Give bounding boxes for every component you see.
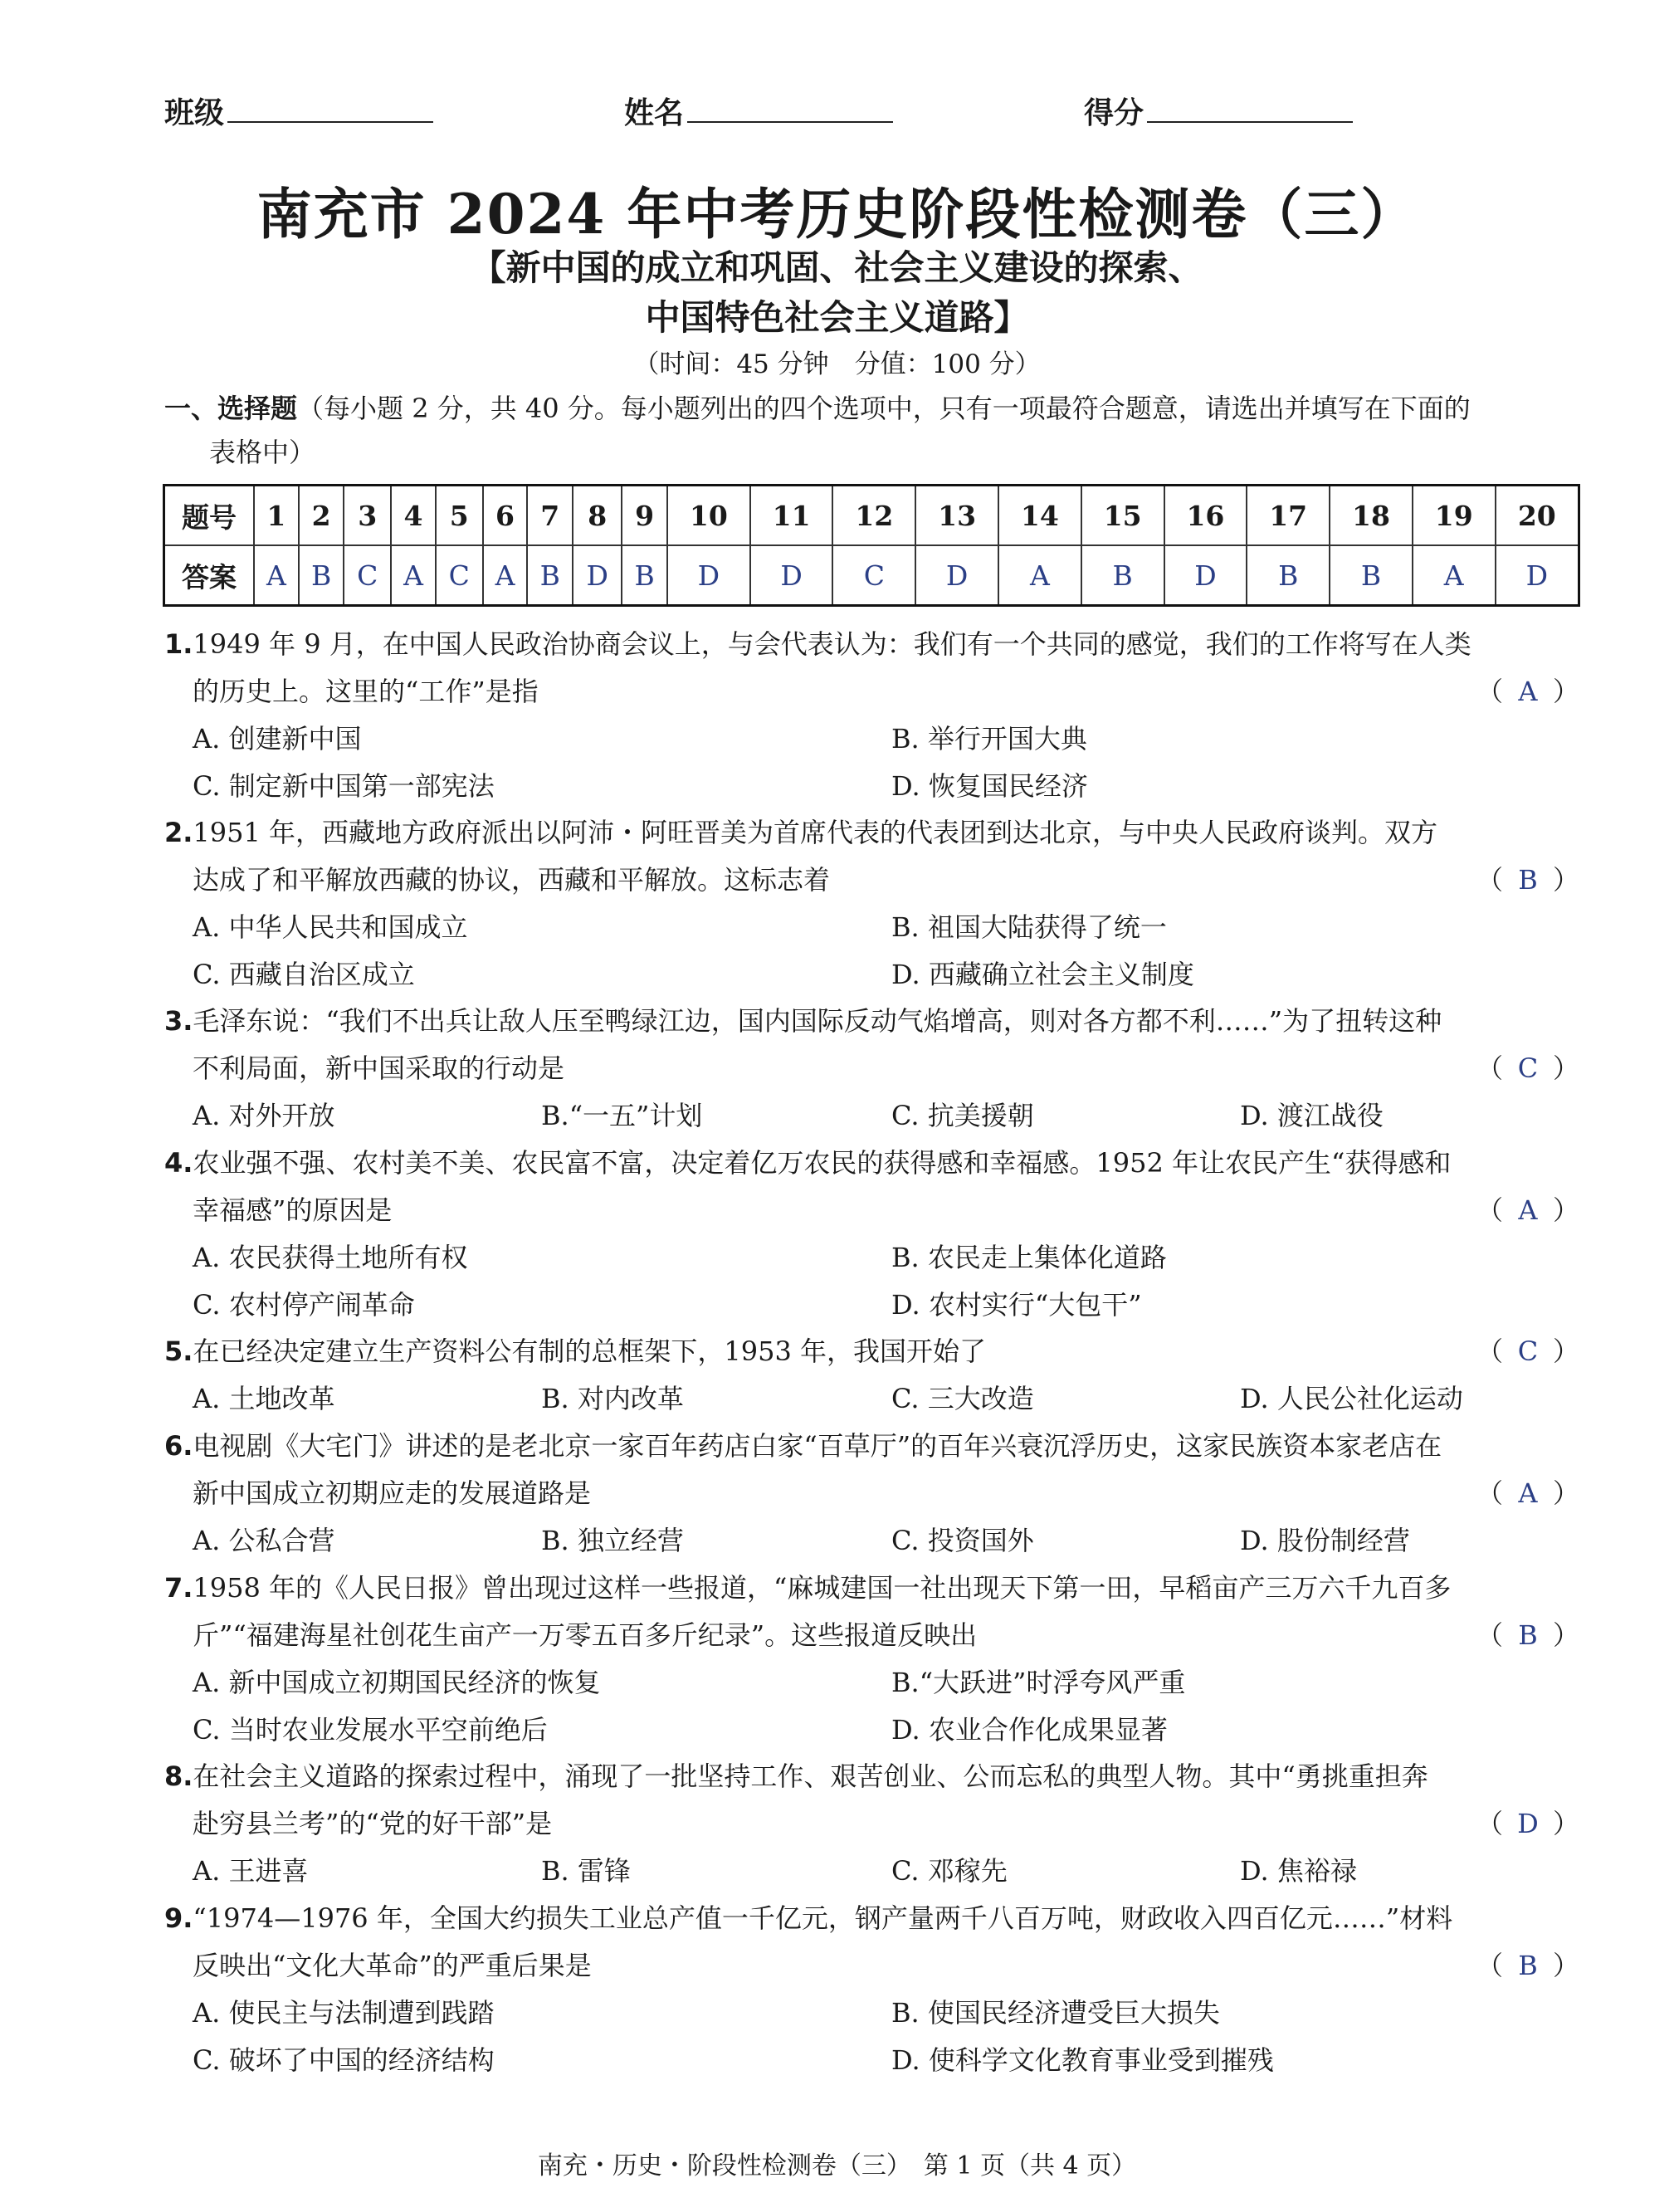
option-b[interactable]: B. 使国民经济遭受巨大损失 [891,1997,1220,2029]
question-stem-line2 [164,1942,1579,1990]
question-number-cell: 8 [573,486,622,546]
question-stem-text: 农业强不强、农村美不美、农民富不富，决定着亿万农民的获得感和幸福感。1952 年让农民产生“获得感和 [193,1147,1452,1179]
option-b[interactable]: B. 雷锋 [541,1855,631,1887]
option-c[interactable]: C. 制定新中国第一部宪法 [193,770,495,802]
option-b[interactable]: B.“大跃进”时浮夸风严重 [891,1667,1186,1698]
question-number-cell: 20 [1496,486,1579,546]
question-stem-line2 [164,668,1579,715]
answer-cell[interactable]: C [832,545,915,606]
question-number-cell: 3 [344,486,391,546]
question-number: 6. [164,1430,193,1462]
answer-cell[interactable]: B [622,545,667,606]
name-field [624,90,893,132]
question-number-cell: 11 [750,486,833,546]
option-b[interactable]: B. 祖国大陆获得了统一 [891,911,1167,943]
question-number-cell: 12 [832,486,915,546]
question-number: 4. [164,1147,193,1179]
option-d[interactable]: D. 渡江战役 [1240,1100,1384,1131]
question-number-cell: 2 [299,486,344,546]
question-stem-text: 不利局面，新中国采取的行动是 [193,1052,565,1084]
option-c[interactable]: C. 抗美援朝 [891,1100,1034,1131]
question-stem-line2 [164,1800,1579,1848]
question-options [193,715,1587,810]
option-b[interactable]: B. 农民走上集体化道路 [891,1242,1167,1273]
answer-cell[interactable]: A [1413,545,1496,606]
option-c[interactable]: C. 邓稼先 [891,1855,1008,1887]
question-7 [164,1565,1579,1659]
question-3 [164,998,1579,1092]
answer-cell[interactable]: D [573,545,622,606]
option-d[interactable]: D. 焦裕禄 [1240,1855,1357,1887]
option-c[interactable]: C. 破坏了中国的经济结构 [193,2044,495,2076]
filled-answer: C [1517,1052,1539,1084]
option-c[interactable]: C. 三大改造 [891,1383,1034,1414]
question-6 [164,1423,1579,1517]
score-field [1084,90,1353,132]
answer-table-answer-row [164,545,1579,606]
question-number-cell: 13 [915,486,998,546]
question-stem-line1 [164,1895,1579,1942]
class-field [164,90,433,132]
question-9 [164,1895,1579,1990]
question-number: 1. [164,628,193,660]
filled-answer: B [1518,1619,1538,1651]
answer-cell[interactable]: A [391,545,436,606]
answer-cell[interactable]: B [1081,545,1164,606]
answer-cell[interactable]: A [254,545,299,606]
answer-bracket[interactable]: （ D ） [1476,1800,1579,1848]
question-number-cell: 19 [1413,486,1496,546]
filled-answer: C [1517,1336,1539,1367]
option-a[interactable]: A. 创建新中国 [193,723,362,754]
question-stem-text: 新中国成立初期应走的发展道路是 [193,1477,592,1509]
answer-bracket[interactable]: （ C ） [1476,1045,1579,1092]
option-a[interactable]: A. 使民主与法制遭到践踏 [193,1997,495,2029]
question-stem-line2 [164,1187,1579,1234]
option-d[interactable]: D. 人民公社化运动 [1240,1383,1463,1414]
question-stem-line2 [164,1470,1579,1517]
name-label: 姓名 [624,96,685,130]
question-number: 3. [164,1005,193,1037]
option-c[interactable]: C. 当时农业发展水平空前绝后 [193,1714,548,1746]
filled-answer: D [1517,1808,1539,1839]
answer-cell[interactable]: C [436,545,483,606]
question-stem-text: 达成了和平解放西藏的协议，西藏和平解放。这标志着 [193,864,831,896]
page-footer: 南充・历史・阶段性检测卷（三） 第 1 页（共 4 页） [537,2151,1137,2180]
question-stem-text: 反映出“文化大革命”的严重后果是 [193,1950,592,1981]
name-blank[interactable] [687,93,893,123]
question-stem-line1 [164,1423,1579,1470]
question-stem-text: 毛泽东说：“我们不出兵让敌人压至鸭绿江边，国内国际反动气焰增高，则对各方都不利……”为了扭转这种 [193,1005,1442,1037]
question-stem-text: 斤”“福建海星社创花生亩产一万零五百多斤纪录”。这些报道反映出 [193,1619,978,1651]
question-number: 8. [164,1760,193,1792]
answer-bracket[interactable]: （ A ） [1476,1470,1579,1517]
option-a[interactable]: A. 王进喜 [193,1855,309,1887]
page-title: 南充市 2024 年中考历史阶段性检测卷（三） [256,182,1418,247]
score-label: 得分 [1084,96,1144,130]
option-b[interactable]: B. 举行开国大典 [891,723,1087,754]
option-d[interactable]: D. 农村实行“大包干” [891,1289,1142,1321]
answer-cell[interactable]: A [998,545,1081,606]
question-8 [164,1753,1579,1848]
question-4 [164,1140,1579,1234]
option-c[interactable]: C. 农村停产闹革命 [193,1289,415,1321]
answer-bracket[interactable]: （ B ） [1476,857,1579,904]
section1-instruction-line2: 表格中） [209,437,316,468]
question-number: 7. [164,1572,193,1604]
question-number-cell: 15 [1081,486,1164,546]
question-stem-line1 [164,621,1579,668]
filled-answer: A [1518,1194,1538,1226]
option-d[interactable]: D. 股份制经营 [1240,1525,1410,1556]
question-number-cell: 4 [391,486,436,546]
answer-cell[interactable]: B [1247,545,1330,606]
section1-instruction-text: （每小题 2 分，共 40 分。每小题列出的四个选项中，只有一项最符合题意，请选出并填写在下面的 [297,393,1471,424]
answer-table-number-row [164,486,1579,546]
option-b[interactable]: B. 对内改革 [541,1383,684,1414]
question-number-cell: 18 [1330,486,1413,546]
question-options [193,1990,1587,2084]
option-a[interactable]: A. 中华人民共和国成立 [193,911,468,943]
class-blank[interactable] [227,93,433,123]
question-stem-line2 [164,1612,1579,1659]
answer-cell[interactable]: B [299,545,344,606]
filled-answer: B [1518,1950,1538,1981]
question-number-cell: 17 [1247,486,1330,546]
option-d[interactable]: D. 农业合作化成果显著 [891,1714,1168,1746]
question-number-cell: 9 [622,486,667,546]
row-label-answer: 答案 [164,545,255,606]
question-number-cell: 7 [527,486,573,546]
answer-bracket[interactable]: （ A ） [1476,1187,1579,1234]
question-stem-text: 的历史上。这里的“工作”是指 [193,676,539,707]
question-number: 5. [164,1336,193,1367]
question-2 [164,809,1579,904]
question-stem-line1 [164,998,1579,1045]
question-stem-line1 [164,1328,1579,1375]
question-number: 9. [164,1902,193,1934]
question-stem-line2 [164,1045,1579,1092]
question-number-cell: 1 [254,486,299,546]
question-options [193,1234,1587,1329]
answer-cell[interactable]: D [1164,545,1247,606]
question-number-cell: 10 [667,486,750,546]
question-stem-text: 1949 年 9 月，在中国人民政治协商会议上，与会代表认为：我们有一个共同的感觉，我们的工作将写在人类 [193,628,1471,660]
filled-answer: A [1518,676,1538,707]
row-label-number: 题号 [164,486,255,546]
question-options [193,1092,1587,1140]
answer-bracket[interactable]: （ B ） [1476,1612,1579,1659]
question-stem-line2 [164,857,1579,904]
question-options [193,1659,1587,1754]
filled-answer: B [1518,864,1538,896]
question-5 [164,1328,1579,1375]
question-stem-text: 电视剧《大宅门》讲述的是老北京一家百年药店白家“百草厅”的百年兴衰沉浮历史，这家民族资本家老店在 [193,1430,1442,1462]
answer-cell[interactable]: D [750,545,833,606]
question-number-cell: 14 [998,486,1081,546]
question-1 [164,621,1579,715]
score-blank[interactable] [1147,93,1353,123]
question-stem-line1 [164,809,1579,857]
class-label: 班级 [164,96,225,130]
question-stem-text: 在已经决定建立生产资料公有制的总框架下，1953 年，我国开始了 [193,1336,987,1367]
option-b[interactable]: B. 独立经营 [541,1525,684,1556]
question-stem-line1 [164,1753,1579,1800]
question-stem-text: 1958 年的《人民日报》曾出现过这样一些报道，“麻城建国一社出现天下第一田，早稻亩产三万六千九百多 [193,1572,1452,1604]
answer-bracket[interactable]: （ B ） [1476,1942,1579,1990]
option-b[interactable]: B.“一五”计划 [541,1100,703,1131]
question-options [193,1375,1587,1423]
question-number-cell: 5 [436,486,483,546]
question-stem-text: 幸福感”的原因是 [193,1194,393,1226]
option-d[interactable]: D. 恢复国民经济 [891,770,1088,802]
answer-cell[interactable]: C [344,545,391,606]
section1-heading: 一、选择题 [164,393,298,424]
answer-cell[interactable]: D [1496,545,1579,606]
question-stem-text: “1974—1976 年，全国大约损失工业总产值一千亿元，钢产量两千八百万吨，财政收入四百亿元……”材料 [193,1902,1453,1934]
answer-bracket[interactable]: （ A ） [1476,668,1579,715]
answer-cell[interactable]: D [667,545,750,606]
question-number-cell: 6 [483,486,528,546]
answer-cell[interactable]: D [915,545,998,606]
subtitle-line1: 【新中国的成立和巩固、社会主义建设的探索、 [471,247,1203,288]
option-a[interactable]: A. 新中国成立初期国民经济的恢复 [193,1667,601,1698]
answer-bracket[interactable]: （ C ） [1476,1328,1579,1375]
question-options [193,1848,1587,1895]
question-options [193,904,1587,999]
option-a[interactable]: A. 土地改革 [193,1383,335,1414]
question-stem-text: 赴穷县兰考”的“党的好干部”是 [193,1808,553,1839]
option-a[interactable]: A. 农民获得土地所有权 [193,1242,468,1273]
section1-instruction [164,384,1579,432]
question-stem-text: 1951 年，西藏地方政府派出以阿沛・阿旺晋美为首席代表的代表团到达北京，与中央人民政府谈判。双方 [193,817,1438,848]
question-stem-line1 [164,1565,1579,1612]
question-options [193,1517,1587,1565]
answer-cell[interactable]: B [1330,545,1413,606]
question-number: 2. [164,817,193,848]
subtitle-line2: 中国特色社会主义道路】 [645,297,1029,338]
answer-cell[interactable]: A [483,545,528,606]
exam-meta: （时间：45 分钟 分值：100 分） [633,349,1041,379]
question-number-cell: 16 [1164,486,1247,546]
option-c[interactable]: C. 西藏自治区成立 [193,959,415,990]
answer-cell[interactable]: B [527,545,573,606]
option-a[interactable]: A. 对外开放 [193,1100,335,1131]
option-a[interactable]: A. 公私合营 [193,1525,335,1556]
question-stem-text: 在社会主义道路的探索过程中，涌现了一批坚持工作、艰苦创业、公而忘私的典型人物。其中“勇挑重担奔 [193,1760,1428,1792]
option-d[interactable]: D. 使科学文化教育事业受到摧残 [891,2044,1274,2076]
question-stem-line1 [164,1140,1579,1187]
option-c[interactable]: C. 投资国外 [891,1525,1034,1556]
option-d[interactable]: D. 西藏确立社会主义制度 [891,959,1194,990]
filled-answer: A [1518,1477,1538,1509]
answer-table [163,484,1580,607]
